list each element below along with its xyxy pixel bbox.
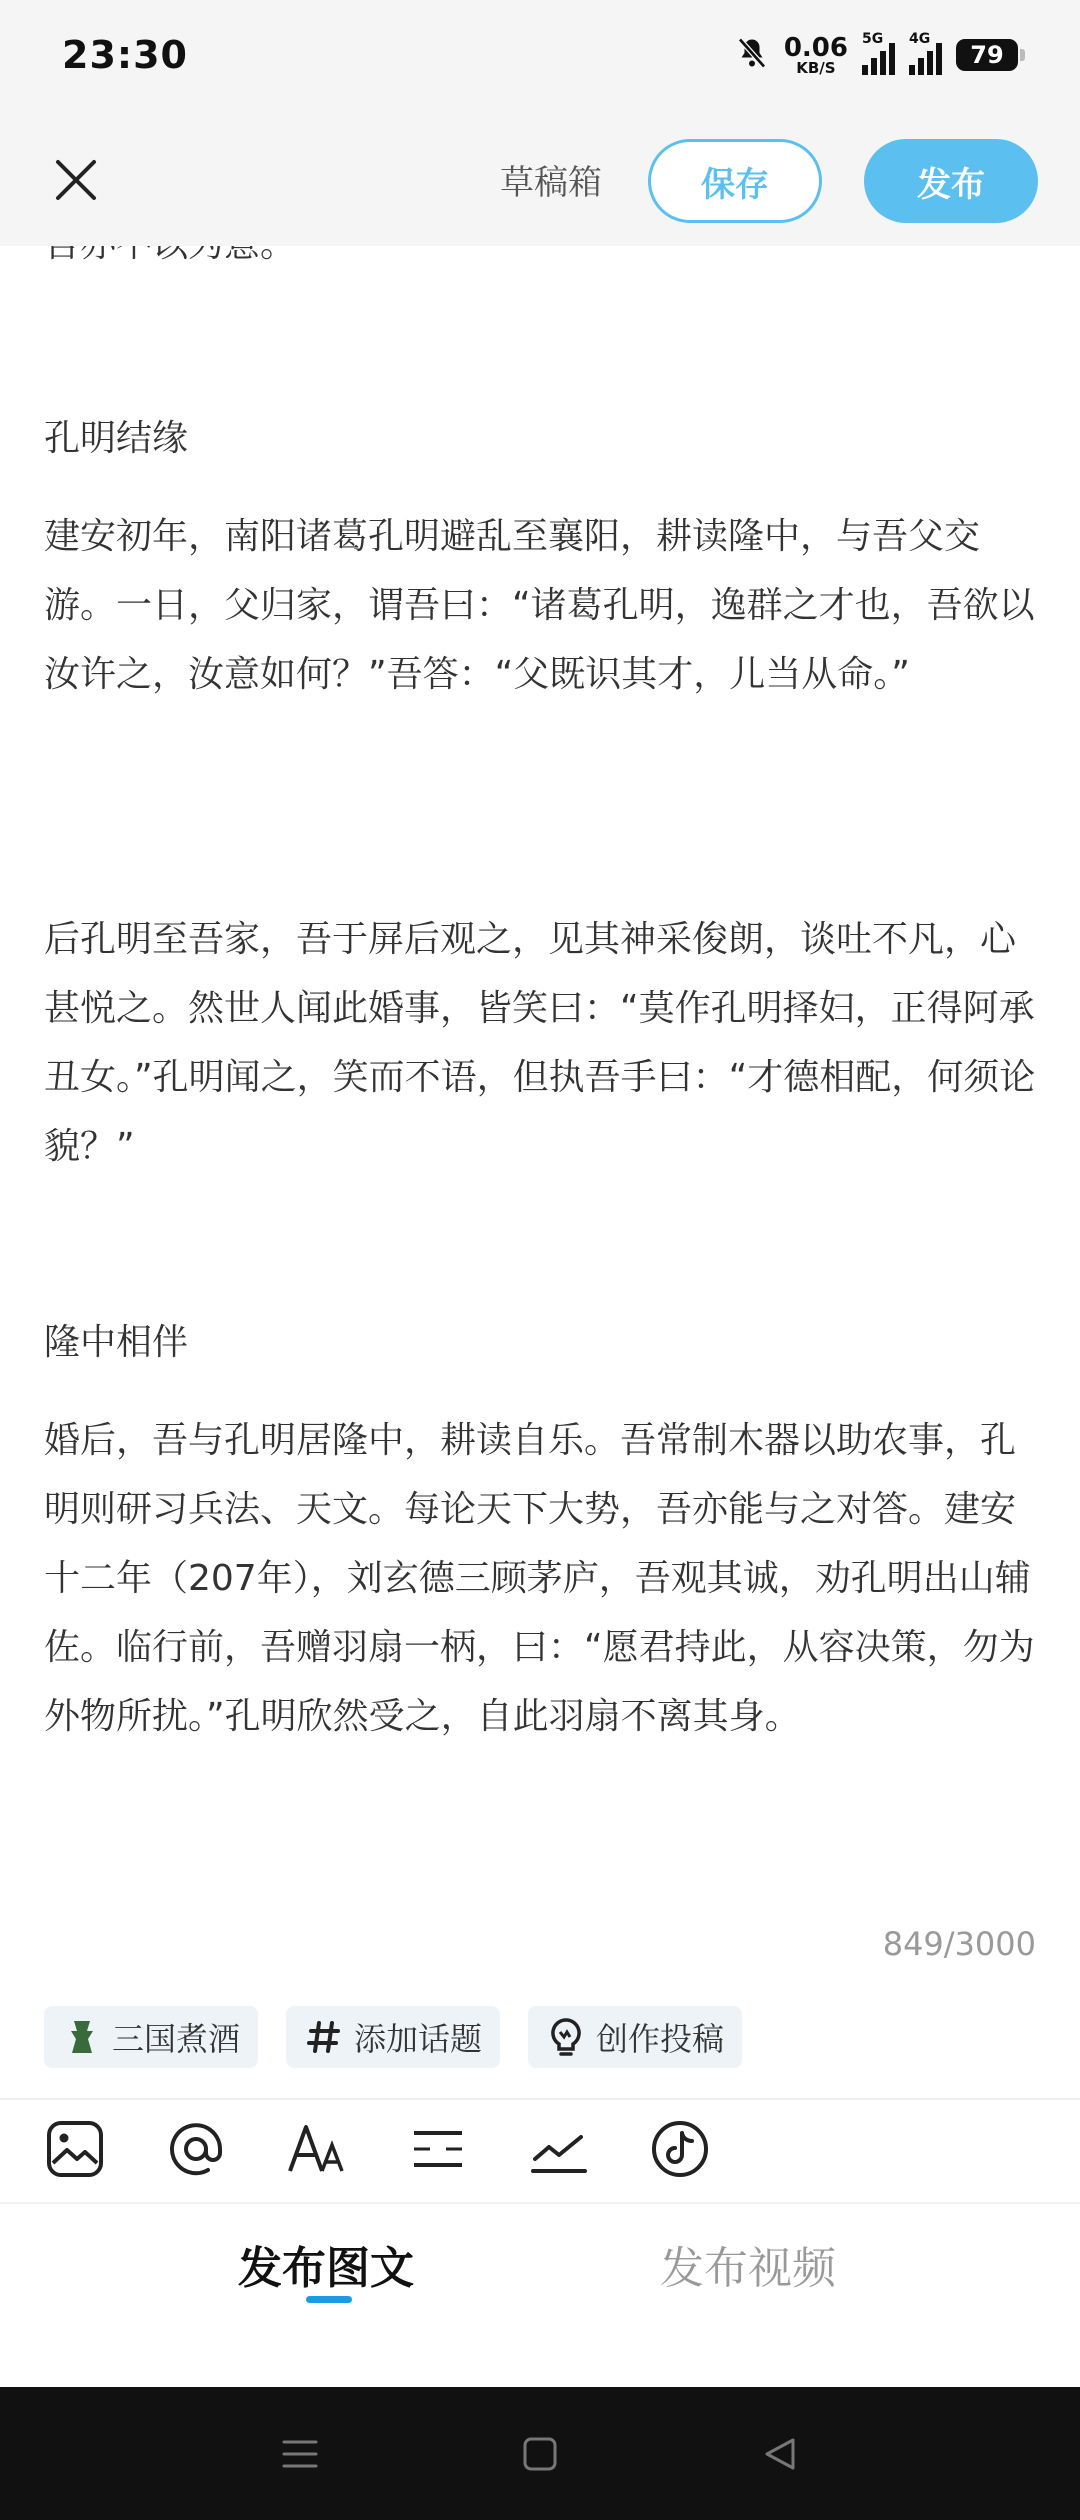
tiktok-icon — [650, 2119, 710, 2179]
menu-button[interactable] — [275, 2429, 325, 2479]
mute-bell-icon — [734, 35, 770, 75]
net-speed-unit: KB/S — [796, 58, 836, 77]
chip-add-topic[interactable] — [286, 2006, 500, 2068]
network-speed — [783, 32, 848, 77]
divider-button[interactable] — [407, 2118, 469, 2180]
chip-label: 创作投稿 — [596, 2020, 725, 2058]
chip-circle[interactable] — [44, 2006, 258, 2068]
text-style-icon — [286, 2119, 348, 2179]
back-button[interactable] — [755, 2429, 805, 2479]
chart-line-icon — [529, 2119, 589, 2179]
back-triangle-icon — [761, 2435, 799, 2473]
home-square-icon — [521, 2435, 559, 2473]
system-nav-bar — [0, 2387, 1080, 2520]
paragraph: 后孔明至吾家，吾于屏后观之，见其神采俊朗，谈吐不凡，心甚悦之。然世人闻此婚事，皆笑曰：“莫作孔明择妇，正得阿承丑女。”孔明闻之，笑而不语，但执吾手曰：“才德相配，何须论貌？” — [44, 919, 1036, 1167]
paragraph: 建安初年，南阳诸葛孔明避乱至襄阳，耕读隆中，与吾父交游。一日，父归家，谓吾曰：“诸葛孔明，逸群之才也，吾欲以汝许之，汝意如何？”吾答：“父既识其才，儿当从命。” — [44, 516, 1035, 695]
status-icons — [734, 31, 1018, 77]
tab-publish-article[interactable]: 发布图文 — [238, 2243, 414, 2294]
signal-4g-icon — [909, 31, 942, 75]
figure-icon — [62, 2017, 102, 2057]
editor-top-bar — [0, 110, 1080, 246]
chip-row — [44, 2006, 742, 2068]
net-speed-value: 0.06 — [783, 32, 848, 63]
signal-5g-icon — [862, 31, 895, 75]
lightbulb-icon — [546, 2017, 586, 2057]
signal-4g-label: 4G — [909, 31, 931, 47]
divider — [0, 2098, 1080, 2100]
section-heading: 隆中相伴 — [44, 1322, 189, 1363]
insert-image-button[interactable] — [44, 2118, 106, 2180]
at-icon — [166, 2119, 226, 2179]
divider-line-icon — [408, 2119, 468, 2179]
divider — [0, 2202, 1080, 2204]
chart-button[interactable] — [528, 2118, 590, 2180]
chip-submit[interactable] — [528, 2006, 742, 2068]
image-icon — [45, 2119, 105, 2179]
text-style-button[interactable] — [286, 2118, 348, 2180]
tab-publish-video[interactable]: 发布视频 — [660, 2243, 836, 2294]
active-tab-indicator — [306, 2296, 352, 2303]
chip-label: 添加话题 — [354, 2020, 483, 2058]
publish-button[interactable]: 发布 — [864, 139, 1038, 223]
hashtag-icon — [304, 2017, 344, 2057]
mention-button[interactable] — [165, 2118, 227, 2180]
close-button[interactable] — [46, 150, 106, 210]
chip-label: 三国煮酒 — [112, 2020, 241, 2058]
battery-icon: 79 — [956, 39, 1018, 71]
signal-5g-label: 5G — [862, 31, 884, 47]
editor-toolbar — [44, 2118, 711, 2180]
char-counter: 849/3000 — [882, 1925, 1036, 1963]
music-button[interactable] — [649, 2118, 711, 2180]
status-time: 23:30 — [62, 33, 188, 77]
status-bar — [0, 0, 1080, 110]
drafts-button[interactable]: 草稿箱 — [500, 163, 602, 203]
home-button[interactable] — [515, 2429, 565, 2479]
close-icon — [54, 158, 98, 202]
menu-icon — [280, 2436, 320, 2472]
publish-tabs — [0, 2232, 1080, 2332]
save-button[interactable]: 保存 — [648, 139, 822, 223]
section-heading: 孔明结缘 — [44, 418, 189, 459]
paragraph: 婚后，吾与孔明居隆中，耕读自乐。吾常制木器以助农事，孔明则研习兵法、天文。每论天下大势，吾亦能与之对答。建安十二年（207年），刘玄德三顾茅庐，吾观其诚，劝孔明出山辅佐。临行前，吾赠羽扇一柄，曰：“愿君持此，从容决策，勿为外物所扰。”孔明欣然受之，自此羽扇不离其身。 — [44, 1420, 1035, 1737]
